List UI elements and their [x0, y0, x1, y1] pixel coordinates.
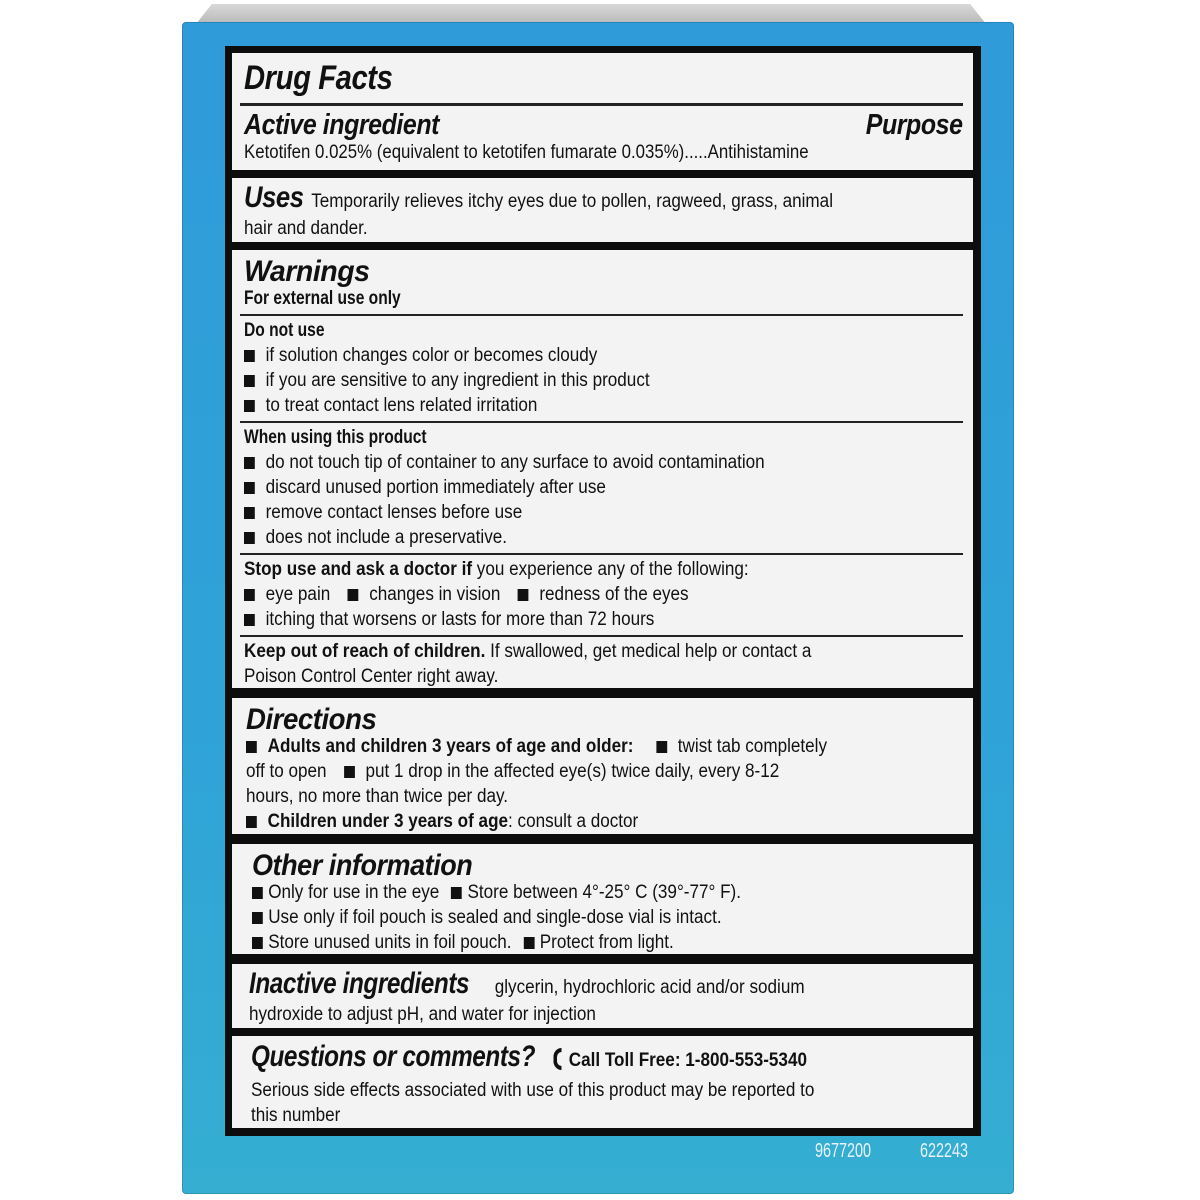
other-information-heading: Other information: [252, 849, 473, 882]
list-item: if you are sensitive to any ingredient in this product: [244, 368, 888, 393]
bullet-icon: [244, 375, 255, 387]
uses-text-line2: hair and dander.: [244, 218, 368, 239]
do-not-use-heading: Do not use: [244, 320, 325, 341]
when-using-heading: When using this product: [244, 427, 427, 448]
do-not-use-block: [244, 316, 959, 418]
uses-text-line1: Temporarily relieves itchy eyes due to pollen, ragweed, grass, animal: [311, 191, 833, 212]
product-code-left: 9677200: [815, 1140, 872, 1162]
section-warnings: [232, 250, 973, 688]
bullet-icon: [244, 400, 255, 412]
warnings-heading: Warnings: [244, 255, 370, 288]
external-use-text: For external use only: [244, 288, 401, 309]
phone-icon: [553, 1048, 561, 1070]
product-code-right: 622243: [920, 1140, 969, 1162]
list-item: eye pain changes in vision redness of the eyes: [244, 582, 888, 607]
section-inactive-ingredients: [232, 964, 973, 1028]
bullet-icon: [252, 912, 263, 924]
box-top-bevel: [196, 4, 986, 24]
list-item: to treat contact lens related irritation: [244, 393, 888, 418]
purpose-heading: Purpose: [866, 109, 963, 141]
bullet-icon: [518, 589, 529, 601]
drug-facts-panel: [225, 46, 981, 1136]
bullet-icon: [244, 614, 255, 626]
list-item: do not touch tip of container to any surface to avoid contamination: [244, 450, 888, 475]
list-item: itching that worsens or lasts for more than 72 hours: [244, 607, 888, 632]
bullet-icon: [244, 589, 255, 601]
bullet-icon: [244, 350, 255, 362]
section-active-ingredient: [232, 53, 973, 170]
questions-heading: Questions or comments?: [251, 1040, 536, 1073]
section-other-information: Other information Only for use in the eye Store between 4°-25° C (39°-77° F). Use only if foil pouch is sealed and single-dose vial is intact. Store unused units in foil pouch. Protect from light.: [232, 844, 973, 954]
bullet-icon: [244, 532, 255, 544]
bullet-icon: [344, 766, 355, 778]
active-ingredient-heading: Active ingredient: [244, 109, 440, 141]
list-item: if solution changes color or becomes cloudy: [244, 343, 888, 368]
bullet-icon: [246, 741, 257, 753]
bullet-icon: [244, 482, 255, 494]
bullet-icon: [252, 887, 263, 899]
keep-out-text-line1: If swallowed, get medical help or contact a: [485, 641, 812, 662]
bullet-icon: [524, 937, 535, 949]
questions-text-line2: this number: [251, 1105, 341, 1126]
inactive-ingredients-text-line1: glycerin, hydrochloric acid and/or sodium: [494, 977, 805, 998]
bullet-icon: [244, 457, 255, 469]
children-label: Children under 3 years of age: [267, 811, 509, 832]
bullet-icon: [348, 589, 359, 601]
phone-label[interactable]: Call Toll Free: 1-800-553-5340: [568, 1050, 807, 1071]
section-questions: [232, 1036, 973, 1128]
keep-out-heading: Keep out of reach of children.: [244, 641, 486, 662]
bullet-icon: [451, 887, 462, 899]
inactive-ingredients-text-line2: hydroxide to adjust pH, and water for injection: [249, 1004, 596, 1025]
inactive-ingredients-heading: Inactive ingredients: [249, 967, 470, 1000]
bullet-icon: [252, 937, 263, 949]
list-item: does not include a preservative.: [244, 525, 888, 550]
bullet-icon: [244, 507, 255, 519]
bullet-icon: [246, 816, 257, 828]
stop-use-heading: Stop use and ask a doctor if: [244, 559, 473, 580]
stop-use-block: [244, 555, 959, 632]
active-ingredient-line: Ketotifen 0.025% (equivalent to ketotifen fumarate 0.035%).....Antihistamine: [244, 142, 809, 163]
bullet-icon: [656, 741, 667, 753]
drug-facts-title: Drug Facts: [244, 59, 393, 97]
section-uses: [232, 178, 973, 242]
list-item: discard unused portion immediately after use: [244, 475, 888, 500]
section-directions: Directions Adults and children 3 years of age and older: twist tab completely off to open put 1 drop in the affected eye(s) twice daily, every 8-12 hours, no more than twice per day. Children under 3 years of age: consult a doctor: [232, 698, 973, 834]
uses-heading: Uses: [244, 181, 304, 214]
when-using-block: [244, 423, 959, 550]
keep-out-text-line2: Poison Control Center right away.: [244, 666, 499, 687]
directions-heading: Directions: [246, 703, 377, 736]
stop-use-intro: you experience any of the following:: [472, 559, 749, 580]
keep-out-block: [244, 637, 959, 689]
questions-text-line1: Serious side effects associated with use of this product may be reported to: [251, 1080, 815, 1101]
list-item: remove contact lenses before use: [244, 500, 888, 525]
adults-label: Adults and children 3 years of age and older:: [267, 736, 634, 757]
